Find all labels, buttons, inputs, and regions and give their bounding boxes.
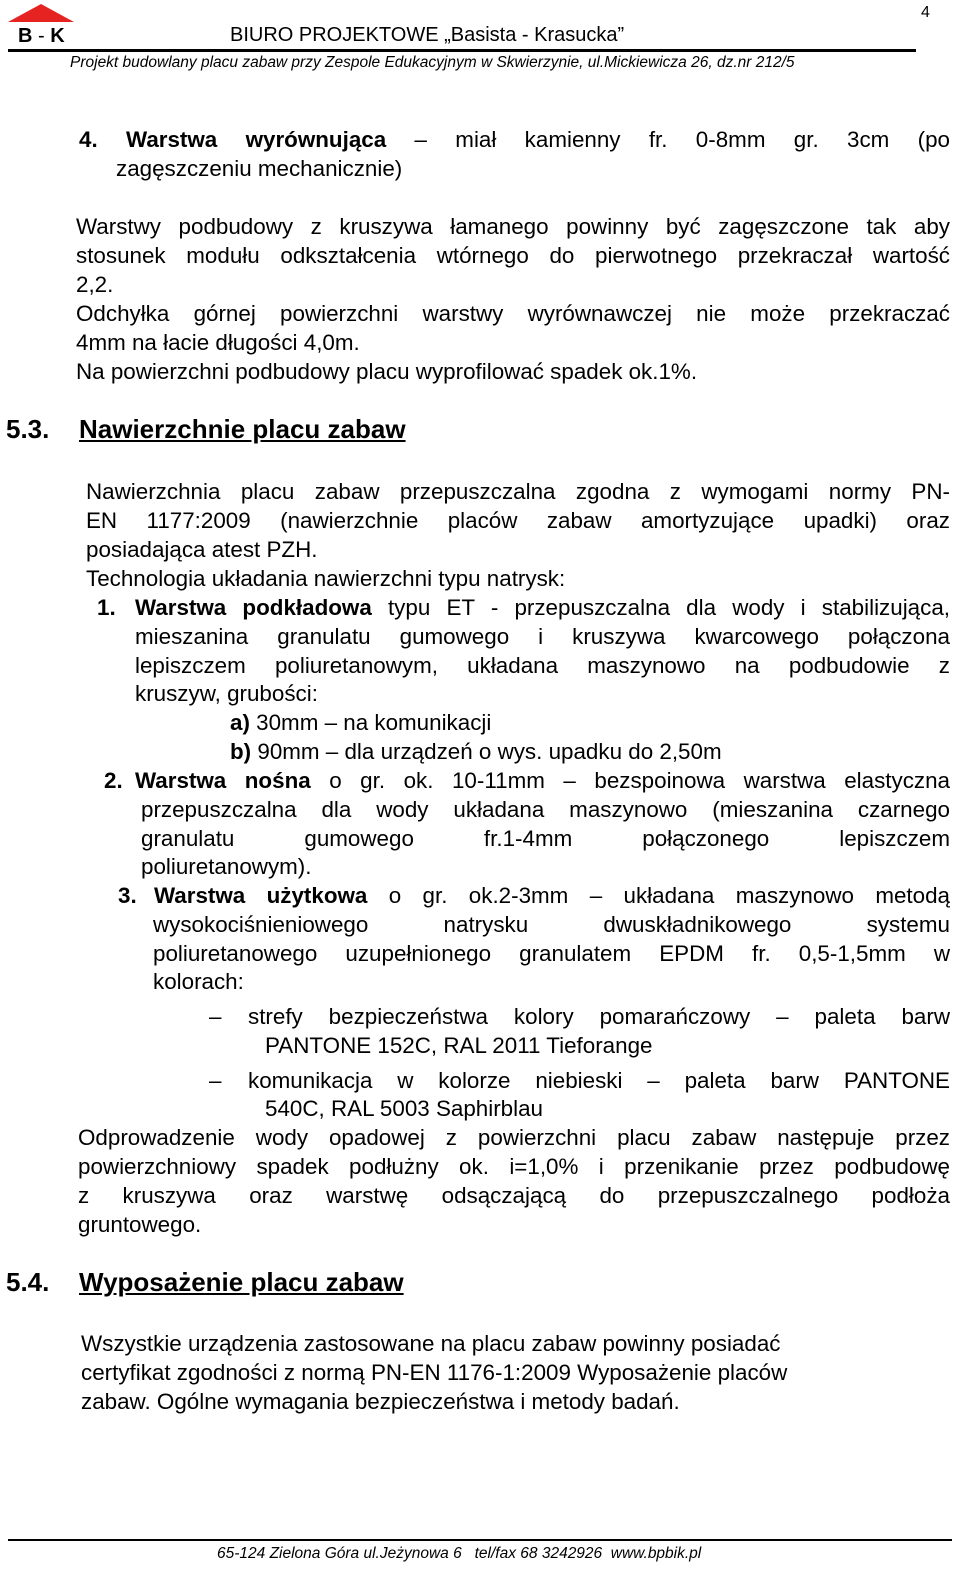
para-2-line-1: Nawierzchnia placu zabaw przepuszczalna zgodna z wymogami normy PN-: [86, 479, 950, 504]
item-4-line-2: zagęszczeniu mechanicznie): [116, 156, 403, 181]
para-1-line-1: Warstwy podbudowy z kruszywa łamanego powinny być zagęszczone tak aby: [76, 214, 950, 239]
dash-2-marker: –: [209, 1068, 222, 1093]
para-2-line-2: EN 1177:2009 (nawierzchnie placów zabaw amortyzujące upadki) oraz: [86, 508, 950, 533]
list-item-1-line-2: mieszanina granulatu gumowego i kruszywa kwarcowego połączona: [135, 624, 950, 649]
item-4-line-1: 4. Warstwa wyrównująca – miał kamienny fr. 0-8mm gr. 3cm (po: [79, 127, 950, 152]
para-1-line-4: Odchyłka górnej powierzchni warstwy wyrównawczej nie może przekraczać: [76, 301, 950, 326]
list-item-2-number: 2.: [104, 768, 123, 793]
para-1-line-3: 2,2.: [76, 272, 114, 297]
sub-item-b: b) 90mm – dla urządzeń o wys. upadku do 2,50m: [230, 739, 722, 764]
list-item-2-line-3: granulatu gumowego fr.1-4mm połączonego lepiszczem: [141, 826, 950, 851]
dash-1-line-1: strefy bezpieczeństwa kolory pomarańczowy – paleta barw: [248, 1004, 950, 1029]
footer-divider: [8, 1539, 952, 1541]
section-5-3-title: Nawierzchnie placu zabaw: [79, 414, 406, 444]
dash-2-line-1: komunikacja w kolorze niebieski – paleta barw PANTONE: [248, 1068, 950, 1093]
page-number: 4: [921, 4, 930, 21]
para-1-line-2: stosunek modułu odkształcenia wtórnego do pierwotnego przekraczał wartość: [76, 243, 950, 268]
list-item-1-line-4: kruszyw, grubości:: [135, 681, 318, 706]
dash-1-line-2: PANTONE 152C, RAL 2011 Tieforange: [265, 1033, 653, 1058]
para-4-line-2: certyfikat zgodności z normą PN-EN 1176-1:2009 Wyposażenie placów: [81, 1360, 788, 1385]
roof-icon: [8, 4, 74, 22]
list-item-1-number: 1.: [97, 595, 116, 620]
logo-letters: B - K: [18, 25, 65, 47]
section-5-3-number: 5.3.: [6, 414, 50, 444]
list-item-3-number: 3.: [118, 883, 137, 908]
section-5-4-title: Wyposażenie placu zabaw: [79, 1267, 404, 1297]
list-item-3-line-4: kolorach:: [153, 969, 244, 994]
para-4-line-3: zabaw. Ogólne wymagania bezpieczeństwa i metody badań.: [81, 1389, 680, 1414]
section-5-4-number: 5.4.: [6, 1267, 50, 1297]
company-logo: [8, 4, 74, 50]
list-item-1-line-3: lepiszczem poliuretanowym, układana maszynowo na podbudowie z: [135, 653, 950, 678]
para-3-line-4: gruntowego.: [78, 1212, 202, 1237]
dash-2-line-2: 540C, RAL 5003 Saphirblau: [265, 1096, 544, 1121]
dash-1-marker: –: [209, 1004, 222, 1029]
para-2-line-3: posiadająca atest PZH.: [86, 537, 318, 562]
list-item-3-line-1: Warstwa użytkowa o gr. ok.2-3mm – układana maszynowo metodą: [154, 883, 950, 908]
para-2-line-4: Technologia układania nawierzchni typu natrysk:: [86, 566, 566, 591]
list-item-3-line-3: poliuretanowego uzupełnionego granulatem EPDM fr. 0,5-1,5mm w: [153, 941, 950, 966]
list-item-1-line-1: Warstwa podkładowa typu ET - przepuszczalna dla wody i stabilizująca,: [135, 595, 950, 620]
footer-address: 65-124 Zielona Góra ul.Jeżynowa 6 tel/fax 68 3242926 www.bpbik.pl: [217, 1545, 702, 1562]
list-item-2-line-1: Warstwa nośna o gr. ok. 10-11mm – bezspoinowa warstwa elastyczna: [135, 768, 950, 793]
header-divider: [8, 49, 916, 52]
para-4-line-1: Wszystkie urządzenia zastosowane na placu zabaw powinny posiadać: [81, 1331, 781, 1356]
list-item-2-line-4: poliuretanowym).: [141, 854, 312, 879]
list-item-3-line-2: wysokociśnieniowego natrysku dwuskładnikowego systemu: [153, 912, 950, 937]
para-1-line-6: Na powierzchni podbudowy placu wyprofilować spadek ok.1%.: [76, 359, 698, 384]
para-3-line-1: Odprowadzenie wody opadowej z powierzchni placu zabaw następuje przez: [78, 1125, 950, 1150]
list-item-2-line-2: przepuszczalna dla wody układana maszynowo (mieszanina czarnego: [141, 797, 950, 822]
company-name: BIURO PROJEKTOWE „Basista - Krasucka”: [230, 24, 625, 46]
project-title: Projekt budowlany placu zabaw przy Zespole Edukacyjnym w Skwierzynie, ul.Mickiewicza 26, dz.nr 212/5: [70, 54, 795, 71]
para-3-line-2: powierzchniowy spadek podłużny ok. i=1,0% i przenikanie przez podbudowę: [78, 1154, 950, 1179]
sub-item-a: a) 30mm – na komunikacji: [230, 710, 492, 735]
para-3-line-3: z kruszywa oraz warstwę odsączającą do przepuszczalnego podłoża: [78, 1183, 950, 1208]
para-1-line-5: 4mm na łacie długości 4,0m.: [76, 330, 360, 355]
